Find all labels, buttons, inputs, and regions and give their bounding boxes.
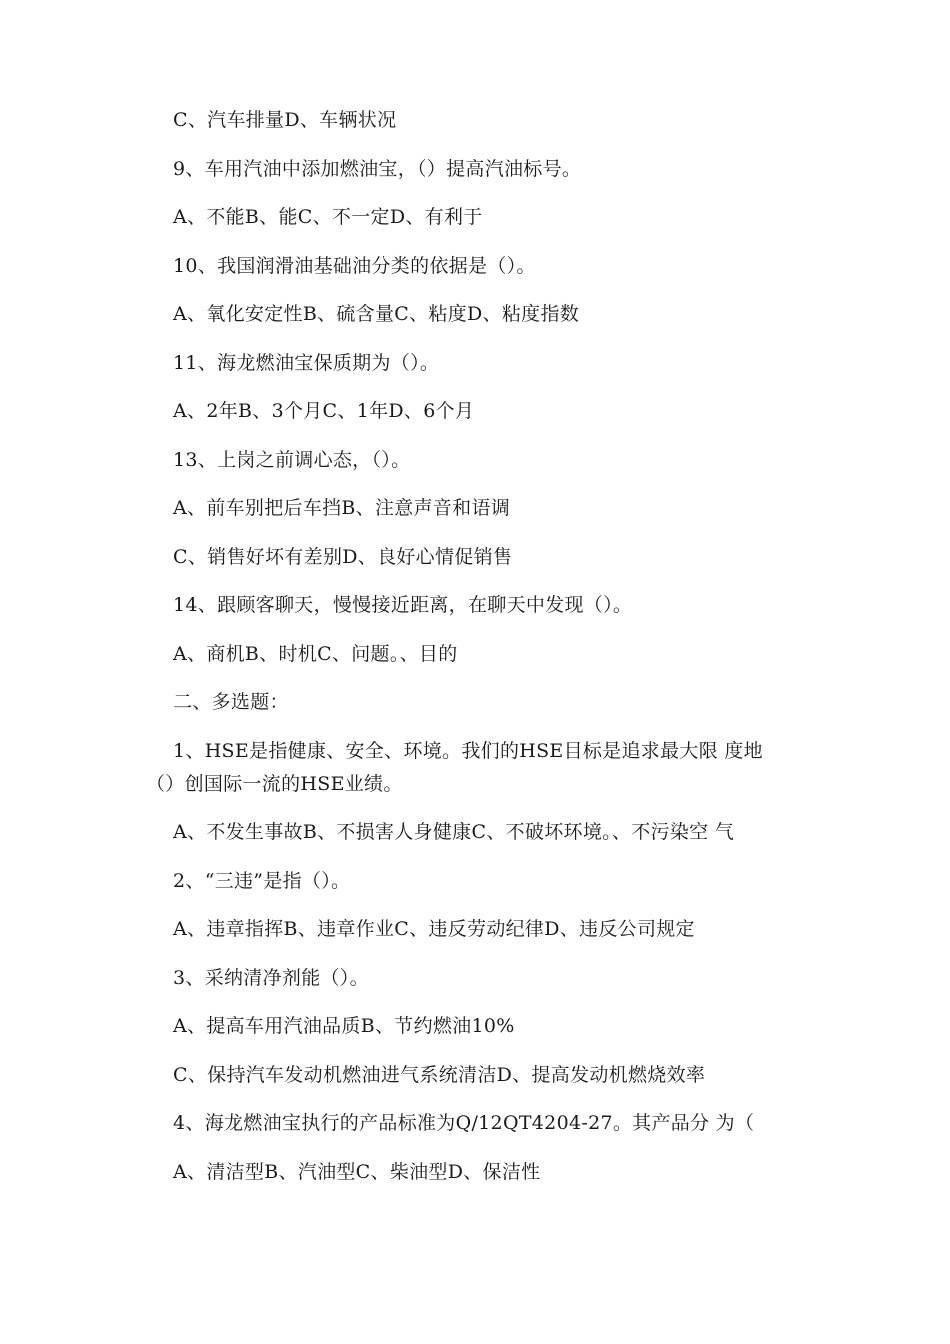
- multi-options-3-part1: A、提高车用汽油品质B、节约燃油10%: [173, 1015, 515, 1037]
- question-9: 9、车用汽油中添加燃油宝，（）提高汽油标号。: [173, 157, 582, 180]
- question-11: 11、海龙燃油宝保质期为（）。: [173, 351, 440, 374]
- section-heading-multiple-choice: 二、多选题：: [173, 691, 289, 713]
- options-9: A、不能B、能C、不一定D、有利于: [173, 206, 483, 228]
- options-11: A、2年B、3个月C、1年D、6个月: [173, 400, 475, 422]
- multi-question-4: 4、海龙燃油宝执行的产品标准为Q/12QT4204-27。其产品分 为（: [173, 1112, 755, 1134]
- multi-question-3: 3、采纳清净剂能（）。: [173, 966, 369, 989]
- multi-question-1-line1: 1、HSE是指健康、安全、环境。我们的HSE目标是追求最大限 度地: [173, 739, 763, 762]
- multi-options-3-part2: C、保持汽车发动机燃油进气系统清洁D、提高发动机燃烧效率: [173, 1063, 706, 1086]
- question-10: 10、我国润滑油基础油分类的依据是（）。: [173, 254, 536, 277]
- question-14: 14、跟顾客聊天，慢慢接近距离，在聊天中发现（）。: [173, 594, 633, 616]
- multi-options-4: A、清洁型B、汽油型C、柴油型D、保洁性: [173, 1160, 541, 1183]
- multi-question-1-line2: （）创国际一流的HSE业绩。: [146, 772, 403, 795]
- multi-options-1: A、不发生事故B、不损害人身健康C、不破坏环境。、不污染空 气: [173, 821, 735, 843]
- question-13: 13、上岗之前调心态，（）。: [173, 448, 411, 471]
- text-line: C、汽车排量D、车辆状况: [173, 109, 397, 131]
- multi-question-2: 2、“三违”是指（）。: [173, 869, 351, 892]
- multi-question-1: [0, 738, 950, 798]
- multi-options-2: A、违章指挥B、违章作业C、违反劳动纪律D、违反公司规定: [173, 918, 695, 940]
- options-10: A、氧化安定性B、硫含量C、粘度D、粘度指数: [173, 303, 580, 325]
- options-13-part1: A、前车别把后车挡B、注意声音和语调: [173, 497, 511, 519]
- options-13-part2: C、销售好坏有差别D、良好心情促销售: [173, 545, 513, 568]
- options-14: A、商机B、时机C、问题。、目的: [173, 642, 458, 665]
